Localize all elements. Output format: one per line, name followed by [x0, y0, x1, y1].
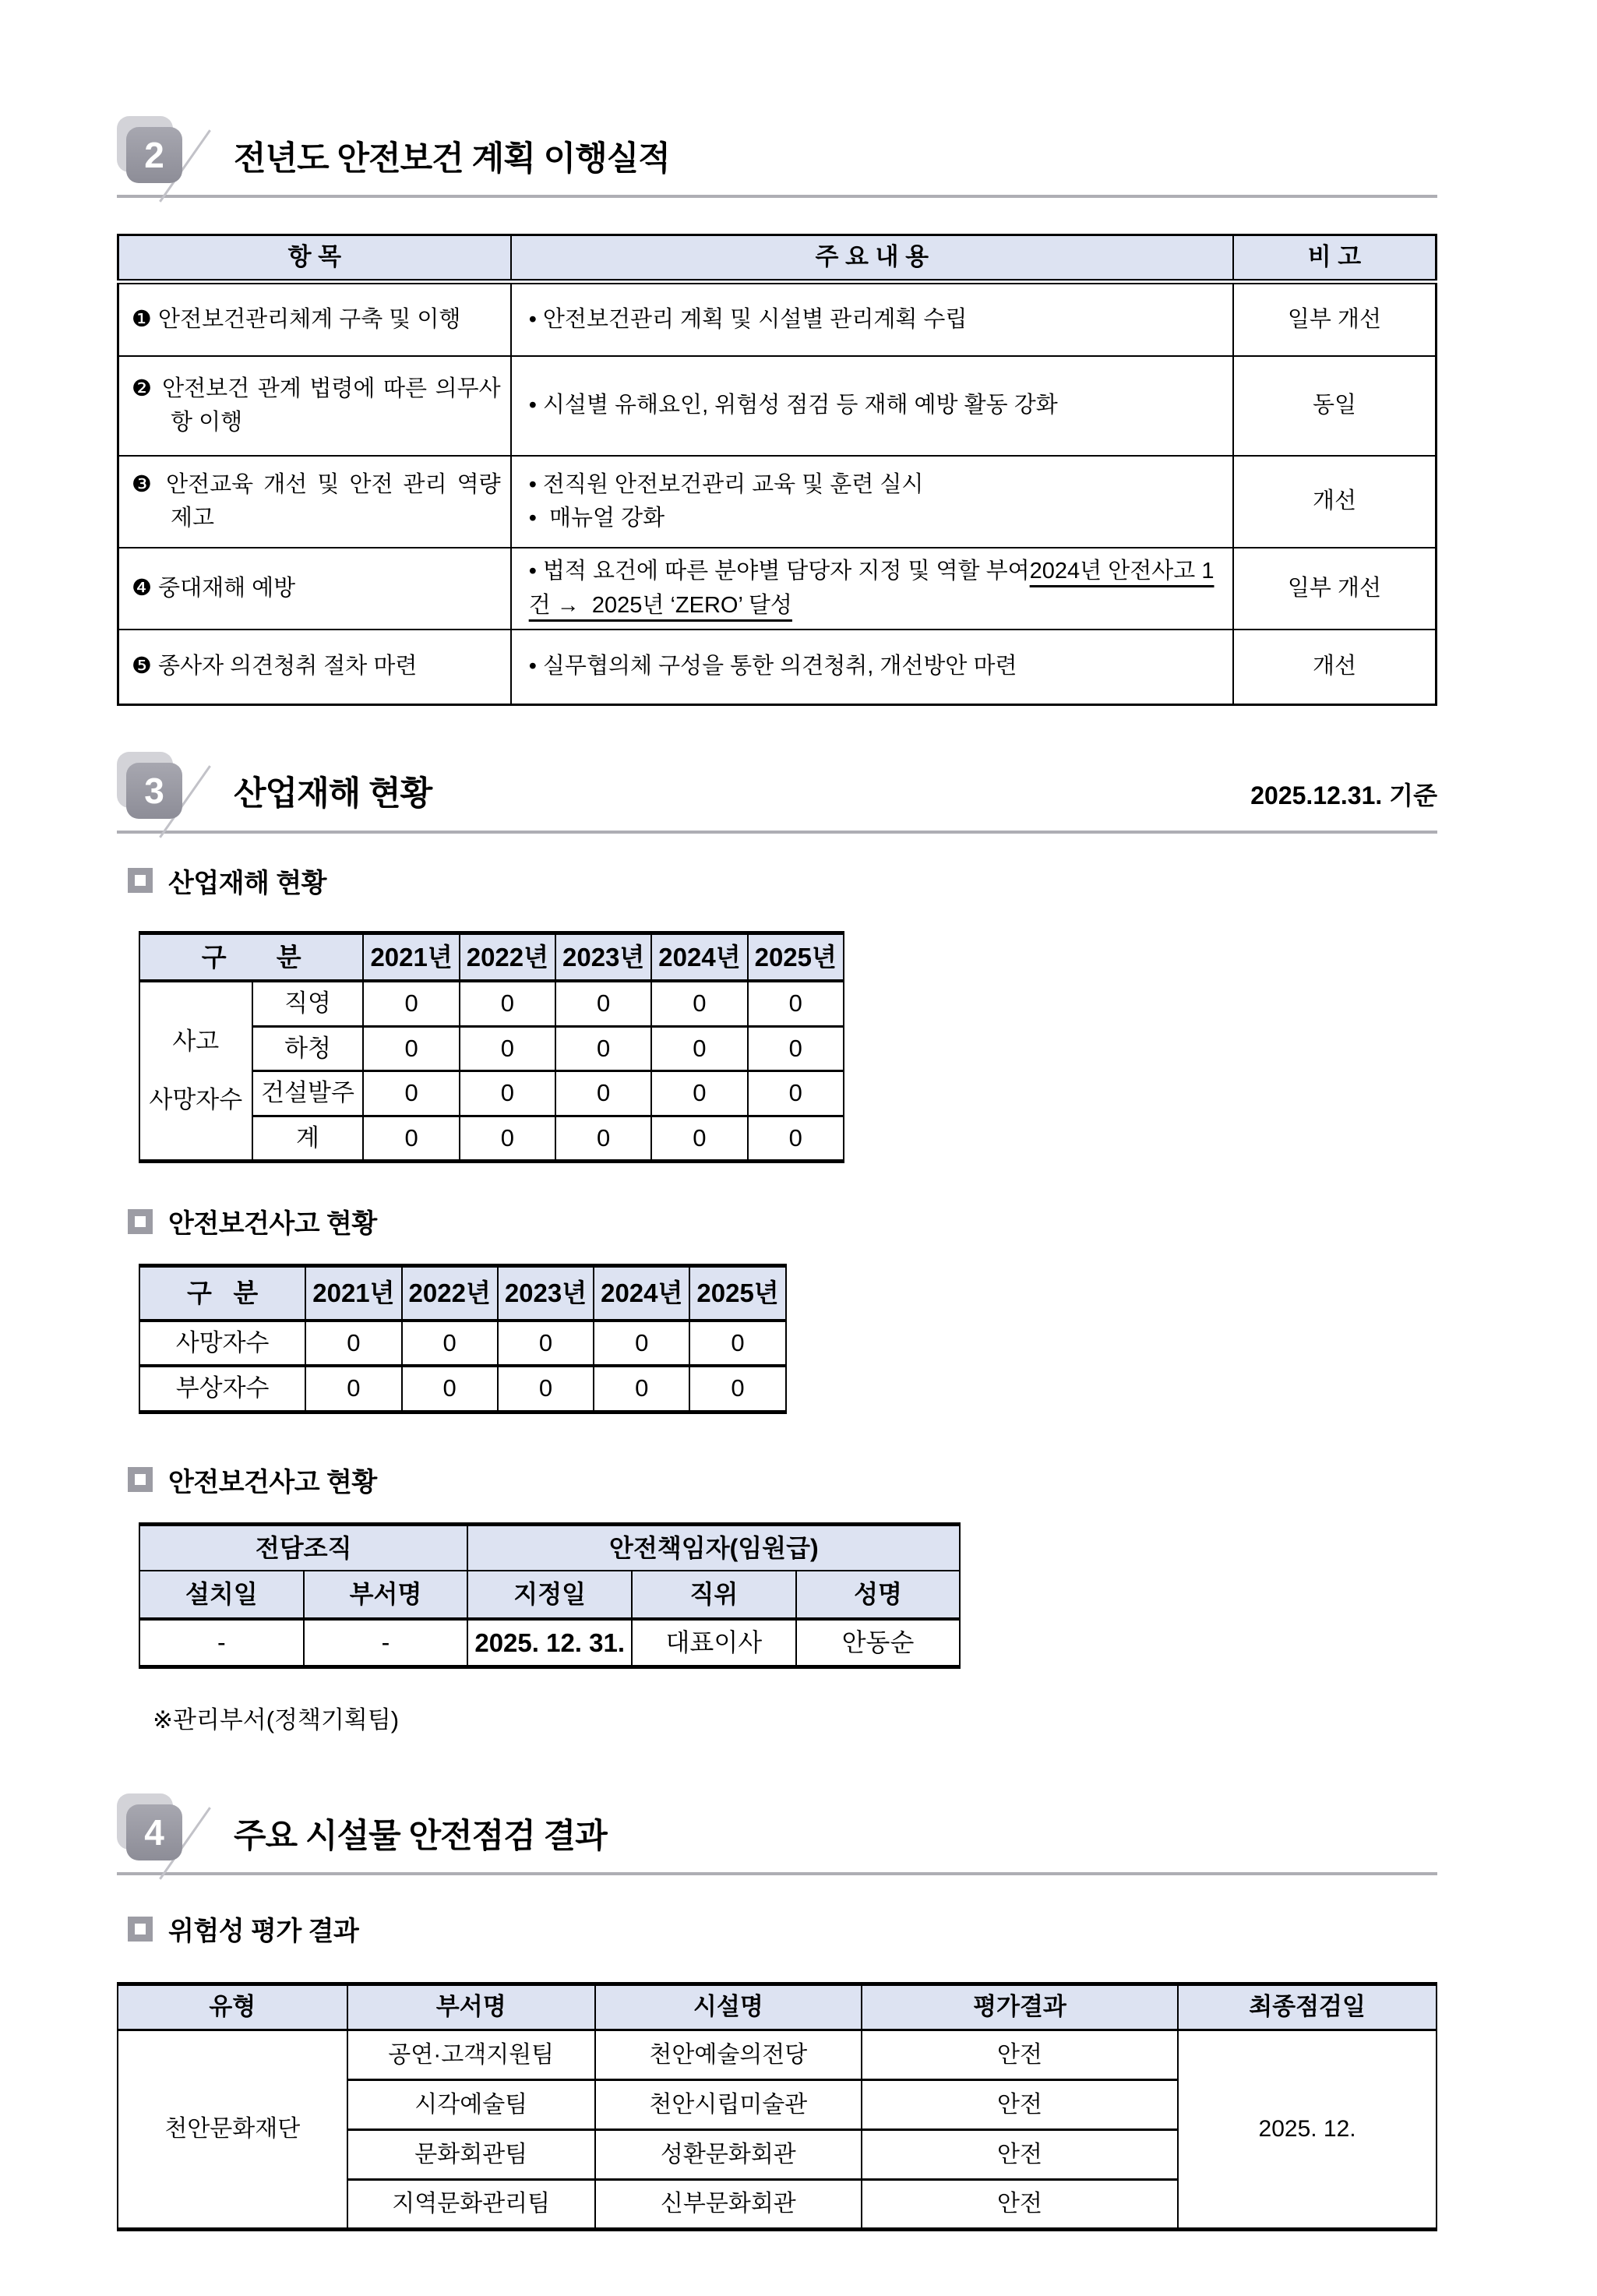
org-name-cell: 천안문화재단 — [118, 2030, 347, 2229]
value-cell: 0 — [651, 1026, 747, 1071]
table-row — [118, 548, 1437, 630]
column-header: 시설명 — [595, 1984, 862, 2030]
table-header-row — [139, 1571, 960, 1619]
designation-date-cell: 2025. 12. 31. — [467, 1619, 632, 1667]
section-title: 산업재해 현황 — [234, 775, 432, 813]
column-header: 평가결과 — [862, 1984, 1178, 2030]
content-cell — [511, 548, 1233, 630]
badge-number: 2 — [126, 127, 182, 183]
table-header-row — [118, 1984, 1437, 2030]
column-header-year: 2023년 — [555, 933, 651, 981]
column-header-category: 구 분 — [139, 1266, 305, 1321]
row-label: 직영 — [252, 981, 364, 1026]
section-3-badge — [117, 752, 210, 833]
column-header: 지정일 — [467, 1571, 632, 1619]
column-header: 설치일 — [139, 1571, 304, 1619]
content-text: • 법적 요건에 따른 분야별 담당자 지정 및 역할 부여 — [528, 559, 1030, 584]
value-cell: 0 — [748, 1071, 844, 1116]
note-cell: 개선 — [1233, 630, 1437, 704]
column-header: 성명 — [796, 1571, 961, 1619]
table-row — [118, 456, 1437, 548]
subsection-title: 안전보건사고 현황 — [168, 1467, 377, 1497]
value-cell: 0 — [594, 1321, 689, 1367]
column-header-year: 2024년 — [594, 1266, 689, 1321]
value-cell: 0 — [651, 1071, 747, 1116]
note-cell: 동일 — [1233, 356, 1437, 456]
subsection-heading — [128, 1461, 1437, 1499]
content-text: • 시설별 유해요인, 위험성 점검 등 재해 예방 활동 강화 — [528, 393, 1058, 418]
table-row — [118, 2030, 1437, 2079]
content-text: • 전직원 안전보건관리 교육 및 훈련 실시 — [528, 471, 924, 497]
facility-cell: 천안예술의전당 — [595, 2030, 862, 2079]
value-cell: 0 — [555, 1071, 651, 1116]
value-cell: 0 — [460, 1026, 555, 1071]
subsection-heading — [128, 862, 1437, 900]
note-cell: 일부 개선 — [1233, 548, 1437, 630]
content-text: • 실무협의체 구성을 통한 의견청취, 개선방안 마련 — [528, 654, 1017, 679]
section-2-heading — [117, 117, 1437, 198]
value-cell: 0 — [305, 1366, 401, 1412]
badge-number: 3 — [126, 763, 182, 819]
table-row — [139, 1366, 786, 1412]
group-label-line: 사고 — [172, 1027, 220, 1055]
column-header-year: 2021년 — [363, 933, 459, 981]
facility-cell: 성환문화회관 — [595, 2129, 862, 2179]
row-label: 하청 — [252, 1026, 364, 1071]
item-cell: ❸ 안전교육 개선 및 안전 관리 역량 제고 — [118, 456, 511, 548]
table-group-header-row — [139, 1524, 960, 1571]
content-cell — [511, 281, 1233, 356]
value-cell: 0 — [748, 1116, 844, 1162]
item-cell: ❺ 종사자 의견청취 절차 마련 — [118, 630, 511, 704]
group-label-cell — [139, 981, 252, 1162]
value-cell: 0 — [460, 1116, 555, 1162]
dept-cell: - — [304, 1619, 468, 1667]
item-cell: ❹ 중대재해 예방 — [118, 548, 511, 630]
group-header-safety-officer: 안전책임자(임원급) — [467, 1524, 960, 1571]
dept-cell: 공연·고객지원팀 — [347, 2030, 595, 2079]
content-cell — [511, 630, 1233, 704]
column-header-note: 비 고 — [1233, 235, 1437, 282]
column-header: 최종점검일 — [1178, 1984, 1437, 2030]
result-cell: 안전 — [862, 2030, 1178, 2079]
position-cell: 대표이사 — [632, 1619, 796, 1667]
value-cell: 0 — [402, 1321, 498, 1367]
implementation-table — [117, 234, 1437, 706]
last-check-date-cell: 2025. 12. — [1178, 2030, 1437, 2229]
row-label: 사망자수 — [139, 1321, 305, 1367]
install-date-cell: - — [139, 1619, 304, 1667]
column-header: 부서명 — [304, 1571, 468, 1619]
column-header-year: 2025년 — [689, 1266, 785, 1321]
table-row — [118, 281, 1437, 356]
value-cell: 0 — [594, 1366, 689, 1412]
group-header-dedicated-org: 전담조직 — [139, 1524, 467, 1571]
item-cell: ❷ 안전보건 관계 법령에 따른 의무사항 이행 — [118, 356, 511, 456]
row-label: 건설발주 — [252, 1071, 364, 1116]
safety-accident-table — [139, 1264, 787, 1414]
content-text: • 안전보건관리 계획 및 시설별 관리계획 수립 — [528, 306, 968, 332]
value-cell: 0 — [402, 1366, 498, 1412]
reference-date-note: 2025.12.31. 기준 — [1250, 781, 1437, 809]
column-header-year: 2024년 — [651, 933, 747, 981]
badge-number: 4 — [126, 1804, 182, 1860]
column-header: 유형 — [118, 1984, 347, 2030]
value-cell: 0 — [651, 1116, 747, 1162]
row-label: 계 — [252, 1116, 364, 1162]
dept-cell: 문화회관팀 — [347, 2129, 595, 2179]
square-bullet-icon — [128, 1917, 153, 1942]
result-cell: 안전 — [862, 2179, 1178, 2229]
risk-assessment-table — [117, 1982, 1437, 2231]
column-header: 직위 — [632, 1571, 796, 1619]
value-cell: 0 — [651, 981, 747, 1026]
value-cell: 0 — [555, 981, 651, 1026]
subsection-heading — [128, 1910, 1437, 1948]
result-cell: 안전 — [862, 2129, 1178, 2179]
row-label: 부상자수 — [139, 1366, 305, 1412]
value-cell: 0 — [498, 1366, 594, 1412]
content-cell — [511, 356, 1233, 456]
column-header-year: 2022년 — [460, 933, 555, 981]
subsection-title: 위험성 평가 결과 — [168, 1917, 359, 1946]
section-2-badge — [117, 116, 210, 197]
column-header-item: 항 목 — [118, 235, 511, 282]
name-cell: 안동순 — [796, 1619, 961, 1667]
value-cell: 0 — [555, 1116, 651, 1162]
value-cell: 0 — [460, 981, 555, 1026]
value-cell: 0 — [305, 1321, 401, 1367]
dept-cell: 지역문화관리팀 — [347, 2179, 595, 2229]
subsection-heading — [128, 1202, 1437, 1240]
group-label-line: 사망자수 — [149, 1085, 243, 1113]
column-header-year: 2023년 — [498, 1266, 594, 1321]
table-header-row — [139, 1266, 786, 1321]
subsection-title: 안전보건사고 현황 — [168, 1209, 377, 1239]
value-cell: 0 — [460, 1071, 555, 1116]
value-cell: 0 — [555, 1026, 651, 1071]
facility-cell: 신부문화회관 — [595, 2179, 862, 2229]
value-cell: 0 — [689, 1366, 785, 1412]
table-row — [139, 1321, 786, 1367]
section-title: 주요 시설물 안전점검 결과 — [234, 1817, 607, 1855]
item-cell: ❶ 안전보건관리체계 구축 및 이행 — [118, 281, 511, 356]
value-cell: 0 — [363, 1071, 459, 1116]
subsection-title: 산업재해 현황 — [168, 868, 327, 898]
column-header-year: 2022년 — [402, 1266, 498, 1321]
section-4-badge — [117, 1793, 210, 1875]
value-cell: 0 — [748, 981, 844, 1026]
facility-cell: 천안시립미술관 — [595, 2079, 862, 2129]
content-underlined-text: 2024년 안전사고 1건 → 2025년 ‘ZERO’ 달성 — [528, 559, 1214, 618]
value-cell: 0 — [748, 1026, 844, 1071]
note-cell: 일부 개선 — [1233, 281, 1437, 356]
note-cell: 개선 — [1233, 456, 1437, 548]
value-cell: 0 — [363, 1116, 459, 1162]
table-row — [139, 981, 844, 1026]
column-header-year: 2025년 — [748, 933, 844, 981]
management-dept-note: ※관리부서(정책기획팀) — [153, 1706, 400, 1733]
value-cell: 0 — [498, 1321, 594, 1367]
value-cell: 0 — [363, 1026, 459, 1071]
table-row — [139, 1619, 960, 1667]
industrial-accident-table — [139, 931, 844, 1164]
section-4-heading — [117, 1794, 1437, 1875]
section-title: 전년도 안전보건 계획 이행실적 — [234, 139, 670, 178]
safety-org-table — [139, 1522, 961, 1670]
table-header-row — [139, 933, 844, 981]
result-cell: 안전 — [862, 2079, 1178, 2129]
section-3-heading — [117, 753, 1437, 834]
column-header-year: 2021년 — [305, 1266, 401, 1321]
value-cell: 0 — [363, 981, 459, 1026]
square-bullet-icon — [128, 1209, 153, 1234]
content-cell — [511, 456, 1233, 548]
content-text: • 매뉴얼 강화 — [528, 506, 665, 531]
value-cell: 0 — [689, 1321, 785, 1367]
square-bullet-icon — [128, 1467, 153, 1492]
column-header-category: 구 분 — [139, 933, 363, 981]
column-header-content: 주 요 내 용 — [511, 235, 1233, 282]
dept-cell: 시각예술팀 — [347, 2079, 595, 2129]
table-header-row — [118, 235, 1437, 282]
table-row — [118, 356, 1437, 456]
column-header: 부서명 — [347, 1984, 595, 2030]
table-row — [118, 630, 1437, 704]
square-bullet-icon — [128, 868, 153, 893]
